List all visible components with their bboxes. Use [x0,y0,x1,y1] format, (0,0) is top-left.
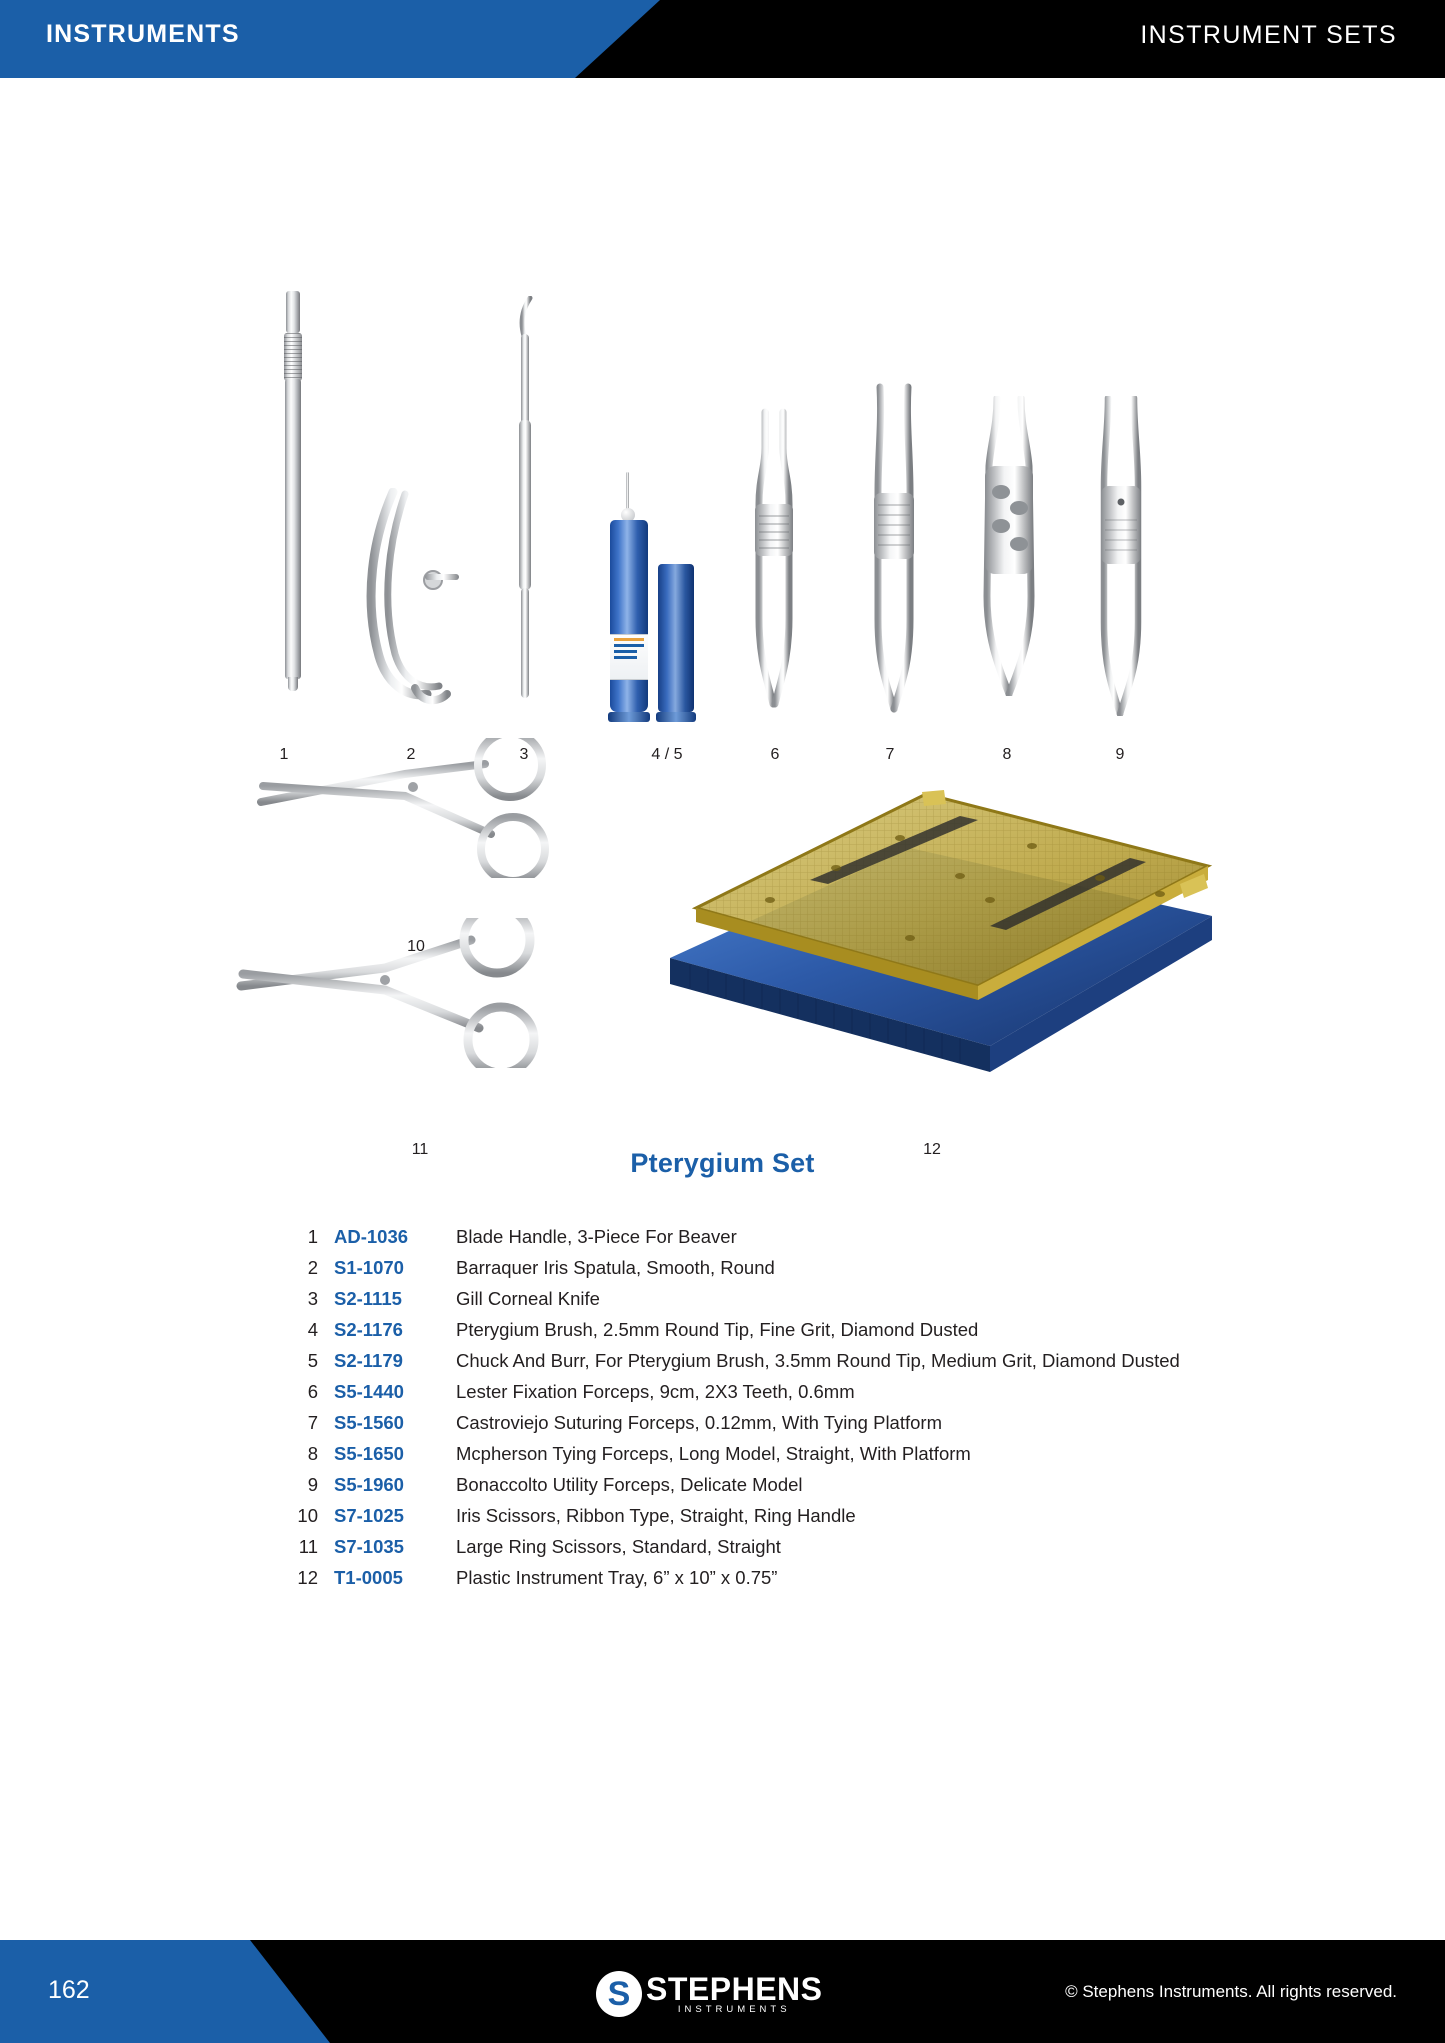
part-number: 2 [307,1257,318,1278]
part-number: 11 [298,1536,318,1557]
forceps-8-drawing [975,396,1045,696]
copyright-text: © Stephens Instruments. All rights reserved. [1065,1982,1397,2001]
part-code[interactable]: S2-1115 [334,1288,402,1309]
brand-logo [596,1964,846,2024]
callout-label-4-5: 4 / 5 [651,746,683,763]
tray-drawing [660,788,1220,1098]
handle-tip [288,677,298,691]
page-footer [0,1940,1445,2043]
part-description: Lester Fixation Forceps, 9cm, 2X3 Teeth, 0.6mm [456,1381,855,1402]
part-description: Chuck And Burr, For Pterygium Brush, 3.5mm Round Tip, Medium Grit, Diamond Dusted [456,1350,1180,1371]
list-item [262,1222,1262,1251]
list-item [262,1408,1262,1437]
logo-subtext: INSTRUMENTS [677,2003,791,2015]
part-number: 10 [297,1505,318,1526]
page-header [0,0,1445,78]
list-item [262,1439,1262,1468]
instrument-11-large-ring-scissors [235,918,575,1068]
part-number: 5 [307,1350,318,1371]
handle-top-knurl [286,291,300,333]
part-code[interactable]: T1-0005 [334,1567,403,1588]
instrument-4-5-pterygium-brush [600,468,710,728]
header-section-title: INSTRUMENTS [46,20,240,48]
instrument-3-gill-corneal-knife [510,296,550,706]
part-code[interactable]: S7-1025 [334,1505,404,1526]
brush-vial-body [610,520,648,712]
part-number: 12 [297,1567,318,1588]
brush-vial-label [610,634,648,680]
label-stripe-brand [614,638,644,641]
part-number: 7 [307,1412,318,1433]
instrument-1-blade-handle [276,278,316,698]
chuck-burr-base [656,712,696,722]
logo-wordmark: STEPHENS [646,1970,823,2007]
scissors-10-drawing [255,738,595,878]
part-number: 6 [307,1381,318,1402]
instrument-figure [0,78,1445,1158]
instrument-6-lester-fixation-forceps [745,408,805,708]
handle-grip [284,333,302,381]
parts-list [262,1222,1262,1594]
list-item [262,1501,1262,1530]
instrument-7-castroviejo-suturing-forceps [862,383,928,713]
brush-needle [626,472,629,510]
callout-label-11: 11 [411,1141,429,1158]
callout-label-3: 3 [519,746,529,763]
part-number: 3 [307,1288,318,1309]
set-title: Pterygium Set [630,1148,815,1178]
list-item [262,1253,1262,1282]
part-number: 1 [307,1226,318,1247]
callout-label-12: 12 [923,1141,941,1158]
part-code[interactable]: S5-1960 [334,1474,404,1495]
label-stripe-1 [614,644,644,647]
part-code[interactable]: S1-1070 [334,1257,404,1278]
instrument-10-iris-scissors [255,738,595,878]
part-code[interactable]: S2-1176 [334,1319,403,1340]
part-number: 9 [307,1474,318,1495]
list-item [262,1346,1262,1375]
callout-label-2: 2 [406,746,416,763]
part-description: Plastic Instrument Tray, 6” x 10” x 0.75” [456,1567,778,1588]
instrument-12-plastic-instrument-tray [660,788,1220,1098]
part-description: Castroviejo Suturing Forceps, 0.12mm, With Tying Platform [456,1412,942,1433]
callout-label-9: 9 [1115,746,1125,763]
iris-spatula-drawing [355,488,465,718]
handle-body [285,379,301,679]
list-item [262,1563,1262,1592]
part-description: Pterygium Brush, 2.5mm Round Tip, Fine Grit, Diamond Dusted [456,1319,979,1340]
callout-label-6: 6 [770,746,780,763]
part-description: Bonaccolto Utility Forceps, Delicate Model [456,1474,803,1495]
label-stripe-3 [614,656,637,659]
callout-label-7: 7 [885,746,895,763]
part-code[interactable]: S5-1560 [334,1412,404,1433]
instrument-9-bonaccolto-utility-forceps [1090,396,1150,716]
instrument-2-iris-spatula [355,488,465,718]
brush-vial-base [608,712,650,722]
part-code[interactable]: S5-1440 [334,1381,404,1402]
forceps-7-drawing [862,383,928,713]
list-item [262,1284,1262,1313]
list-item [262,1377,1262,1406]
callout-label-10: 10 [407,938,425,955]
part-number: 4 [307,1319,318,1340]
header-category-title: INSTRUMENT SETS [1140,21,1397,49]
forceps-9-drawing [1090,396,1150,716]
part-code[interactable]: AD-1036 [334,1226,409,1247]
part-code[interactable]: S2-1179 [334,1350,403,1371]
list-item [262,1532,1262,1561]
stephens-s-icon: S [596,1971,642,2017]
part-description: Large Ring Scissors, Standard, Straight [456,1536,781,1557]
list-item [262,1315,1262,1344]
part-description: Mcpherson Tying Forceps, Long Model, Straight, With Platform [456,1443,971,1464]
forceps-6-drawing [745,408,805,708]
label-stripe-2 [614,650,637,653]
callout-label-1: 1 [279,746,289,763]
part-description: Gill Corneal Knife [456,1288,600,1309]
chuck-burr-cap [658,564,694,712]
part-number: 8 [307,1443,318,1464]
list-item [262,1470,1262,1499]
part-description: Iris Scissors, Ribbon Type, Straight, Ring Handle [456,1505,856,1526]
part-code[interactable]: S7-1035 [334,1536,404,1557]
part-description: Blade Handle, 3-Piece For Beaver [456,1226,737,1247]
callout-label-8: 8 [1002,746,1012,763]
part-description: Barraquer Iris Spatula, Smooth, Round [456,1257,775,1278]
corneal-knife-drawing [510,296,550,706]
scissors-11-drawing [235,918,575,1068]
part-code[interactable]: S5-1650 [334,1443,404,1464]
page-number: 162 [48,1976,90,2004]
instrument-8-mcpherson-tying-forceps [975,396,1045,696]
